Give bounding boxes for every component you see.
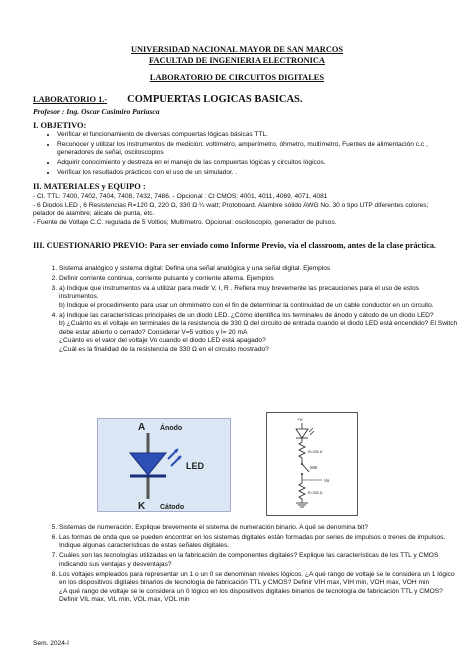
resistor-2 bbox=[299, 480, 305, 503]
materiales-line: - 6 Diodos LED , 6 Resistencias R=120 Ω, 220 Ω, 330 Ω ¼ watt; Protoboard. Alambre sólido AWG No. 30 o tipo UTP diferentes colores; pelador de alambre; alicate de punta, etc. bbox=[33, 201, 429, 218]
question-item: 5. Sistemas de numeración. Explique brevemente el sistema de numeración binario. A qué se denomina bit? bbox=[59, 524, 459, 533]
objetivo-list bbox=[45, 131, 462, 179]
question-item: 7. Cuáles son las tecnologías utilizadas en la fabricación de componentes digitales? Explique las características de los TTL y CMOS indicando sus ventajas y desventajas? bbox=[59, 552, 459, 569]
anode-label: Ánodo bbox=[160, 425, 183, 432]
question-item: 2. Definir corriente continua, corriente pulsante y corriente alterna. Ejemplos bbox=[59, 275, 459, 284]
switch bbox=[302, 464, 309, 472]
materiales-heading: II. MATERIALES y EQUIPO : bbox=[33, 182, 146, 191]
university-name: UNIVERSIDAD NACIONAL MAYOR DE SAN MARCOS bbox=[130, 45, 344, 54]
lab-title: COMPUERTAS LOGICAS BASICAS. bbox=[127, 94, 303, 105]
led-diagram bbox=[98, 419, 230, 511]
professor: Profesor : Ing. Oscar Casimiro Pariasca bbox=[33, 107, 160, 116]
switch-label: SW bbox=[310, 465, 318, 470]
led-symbol bbox=[130, 453, 166, 475]
resistor-1 bbox=[299, 438, 305, 463]
led-symbol-small bbox=[296, 429, 308, 438]
materiales-line: - CI. TTL: 7400, 7402, 7404, 7408, 7432, 7486. - Opcional : CI CMOS: 4001, 4011, 4069, 4071, 4081 bbox=[33, 193, 328, 200]
objetivo-item: • Adquirir conocimiento y destreza en el manejo de las compuertas lógicas y circuitos lógicos. bbox=[57, 159, 462, 167]
led-label: LED bbox=[186, 461, 204, 471]
vcc-label: +V bbox=[297, 417, 303, 422]
circuit-figure bbox=[266, 412, 358, 516]
lab-title-row bbox=[33, 94, 303, 105]
materiales-text bbox=[33, 193, 443, 227]
objetivo-item: • Verificar los resultados prácticos con el uso de un simulador. . bbox=[57, 169, 462, 177]
resistor-2-label: R=330 Ω bbox=[308, 491, 323, 495]
question-item: 1. Sistema analógico y sistema digital: Defina una señal analógica y una señal digital. Ejemplos bbox=[59, 265, 459, 274]
led-figure bbox=[97, 418, 231, 512]
materiales-line: - Fuente de Voltaje C.C. regulada de 5 Voltios; Multímetro. Opcional: osciloscopio, generador de pulsos. bbox=[33, 218, 337, 226]
objetivo-item: • Verificar el funcionamiento de diversas compuertas lógicas básicas TTL. bbox=[57, 131, 462, 139]
vo-label: Vo bbox=[324, 478, 330, 483]
cathode-letter: K bbox=[138, 501, 146, 511]
circuit-diagram bbox=[267, 413, 357, 515]
semester-footer: Sem. 2024-I bbox=[33, 640, 69, 647]
cathode-label: Cátodo bbox=[160, 504, 185, 511]
faculty-name: FACULTAD DE INGENIERIA ELECTRONICA bbox=[149, 56, 325, 65]
objetivo-heading: I. OBJETIVO: bbox=[33, 121, 87, 130]
lab-course-name: LABORATORIO DE CIRCUITOS DIGITALES bbox=[149, 73, 325, 82]
objetivo-item: • Reconocer y utilizar los instrumentos de medición: voltímetro, amperímetro, óhmetro, multímetro, Fuentes de alimentación c.c , generadores de señal, osciloscopios bbox=[57, 141, 462, 158]
question-item: 3. a) Indique que instrumentos va a utilizar para medir V, I, R . Refiera muy brevemente las precauciones para el uso de estos instrumentos. b) Indique el procedimiento para usar un ohmímetro con el fin de determinar la continuidad de un cable conductor en un circuito. bbox=[59, 285, 459, 311]
anode-letter: A bbox=[138, 422, 146, 433]
cuestionario-list-a bbox=[45, 265, 459, 356]
question-item: 4. a) Indique las características principales de un diodo LED. ¿Cómo identifica los terminales de ánodo y cátodo de un diodo LED? b) ¿Cuánto es el voltaje en terminales de la resistencia de 330 Ω del circuito de entrada cuando el diodo LED está encendido? El Switch debe estar abierto o cerrado? Considerar V=5 voltios y I= 20 mA ¿Cuánto es el valor del voltaje Vo cuando el diodo LED está apagado? ¿Cuál es la finalidad de la resistencia de 330 Ω en el circuito mostrado? bbox=[59, 312, 459, 355]
lab-number: LABORATORIO 1.- bbox=[33, 95, 108, 104]
question-item: 8. Los voltajes empleados para representar un 1 o un 0 se denominan niveles lógicos. ¿A qué rango de voltaje se le considera un 1 lógico en los dispositivos digitales binarios de tecnología de fabricación TTL y CMOS? Definir VIH max, VIH min, VOH max, VOH min ¿A qué rango de voltaje se le considera un 0 lógico en los dispositivos digitales binarios de tecnología de fabricación TTL y CMOS? Definir VIL max, VIL min, VOL max, VOL min bbox=[59, 571, 459, 605]
cuestionario-list-b bbox=[45, 524, 459, 606]
question-item: 6. Las formas de onda que se pueden encontrar en los sistemas digitales están formadas por series de impulsos o trenes de impulsos. Indique algunas características de estas señales digitales. bbox=[59, 534, 459, 551]
resistor-1-label: R=330 Ω bbox=[308, 450, 323, 454]
cuestionario-heading: III. CUESTIONARIO PREVIO: Para ser enviado como Informe Previo, vía el classroom, antes de la clase práctica. bbox=[33, 241, 436, 250]
